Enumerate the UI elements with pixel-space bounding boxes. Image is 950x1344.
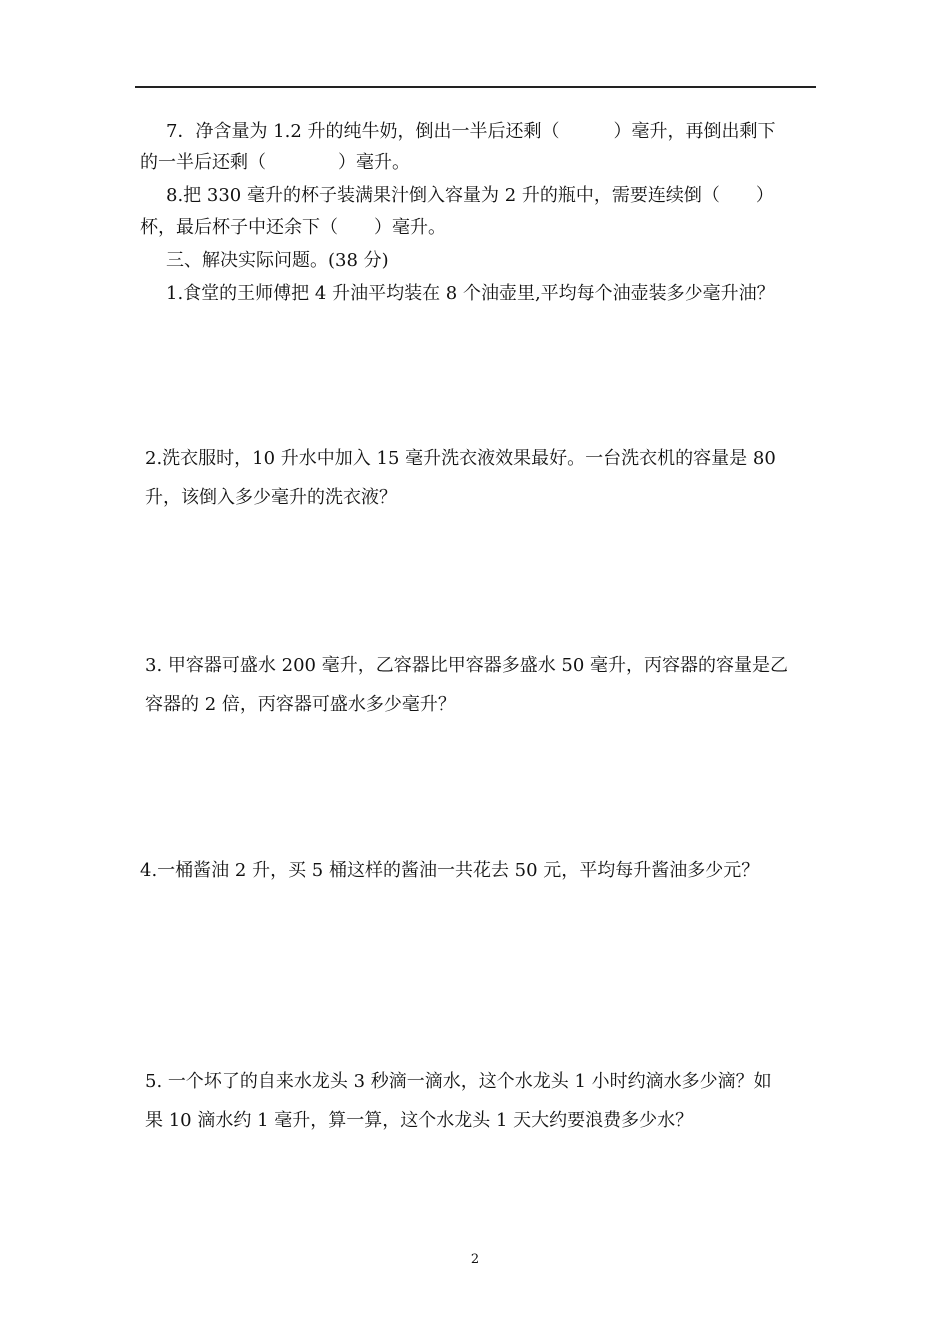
problem-5-line-2: 果 10 滴水约 1 毫升，算一算，这个水龙头 1 天大约要浪费多少水？ (145, 1110, 694, 1131)
page-number: 2 (470, 1252, 480, 1267)
problem-2-line-2: 升，该倒入多少毫升的洗衣液？ (145, 487, 397, 508)
problem-2-line-1: 2.洗衣服时，10 升水中加入 15 毫升洗衣液效果最好。一台洗衣机的容量是 80 (145, 448, 776, 469)
problem-1: 1.食堂的王师傅把 4 升油平均装在 8 个油壶里,平均每个油壶装多少毫升油？ (166, 283, 775, 304)
question-8-line-2: 杯，最后杯子中还余下（ ）毫升。 (140, 217, 446, 238)
problem-3-line-2: 容器的 2 倍，丙容器可盛水多少毫升？ (145, 694, 456, 715)
question-7-line-1: 7．净含量为 1.2 升的纯牛奶，倒出一半后还剩（ ）毫升，再倒出剩下 (166, 121, 776, 142)
problem-4: 4.一桶酱油 2 升，买 5 桶这样的酱油一共花去 50 元，平均每升酱油多少元？ (140, 860, 760, 881)
problem-5-line-1: 5. 一个坏了的自来水龙头 3 秒滴一滴水，这个水龙头 1 小时约滴水多少滴？如 (145, 1071, 772, 1092)
problem-3-line-1: 3. 甲容器可盛水 200 毫升，乙容器比甲容器多盛水 50 毫升，丙容器的容量是乙 (145, 655, 789, 676)
question-7-line-2: 的一半后还剩（ ）毫升。 (140, 152, 410, 173)
section-heading: 三、解决实际问题。(38 分) (166, 250, 389, 271)
header-rule (135, 86, 816, 88)
question-8-line-1: 8.把 330 毫升的杯子装满果汁倒入容量为 2 升的瓶中，需要连续倒（ ） (166, 185, 774, 206)
